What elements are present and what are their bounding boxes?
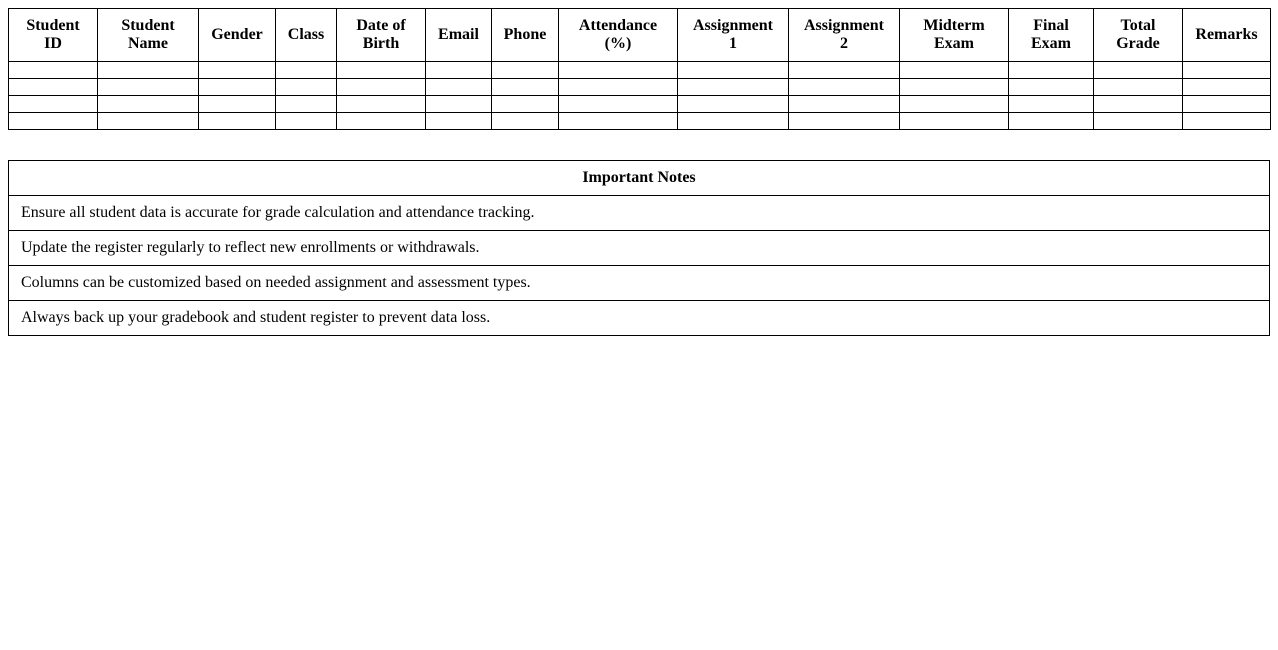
table-cell[interactable] [900,79,1009,96]
header-total-grade: Total Grade [1094,9,1183,62]
header-date-of-birth: Date of Birth [337,9,426,62]
table-cell[interactable] [337,62,426,79]
note-item: Always back up your gradebook and student register to prevent data loss. [9,301,1270,336]
table-cell[interactable] [199,79,276,96]
header-student-name: Student Name [98,9,199,62]
table-cell[interactable] [9,113,98,130]
note-item: Columns can be customized based on needed assignment and assessment types. [9,266,1270,301]
note-row [9,266,1270,301]
register-body [9,62,1271,130]
table-cell[interactable] [789,96,900,113]
table-cell[interactable] [789,79,900,96]
table-cell[interactable] [98,79,199,96]
table-cell[interactable] [789,62,900,79]
table-cell[interactable] [559,96,678,113]
note-item: Ensure all student data is accurate for grade calculation and attendance tracking. [9,196,1270,231]
table-cell[interactable] [492,96,559,113]
header-final-exam: Final Exam [1009,9,1094,62]
table-cell[interactable] [337,96,426,113]
header-assignment-2: Assignment 2 [789,9,900,62]
table-cell[interactable] [199,96,276,113]
table-cell[interactable] [9,96,98,113]
table-cell[interactable] [492,113,559,130]
notes-header-row [9,161,1270,196]
table-cell[interactable] [678,113,789,130]
note-row [9,231,1270,266]
note-row [9,301,1270,336]
header-gender: Gender [199,9,276,62]
header-assignment-1: Assignment 1 [678,9,789,62]
table-cell[interactable] [678,79,789,96]
header-phone: Phone [492,9,559,62]
table-cell[interactable] [492,62,559,79]
table-cell[interactable] [426,79,492,96]
table-cell[interactable] [426,113,492,130]
table-cell[interactable] [1094,96,1183,113]
header-remarks: Remarks [1183,9,1271,62]
table-cell[interactable] [1094,62,1183,79]
table-cell[interactable] [678,62,789,79]
table-row [9,113,1271,130]
table-cell[interactable] [426,62,492,79]
student-register-table [8,8,1271,130]
note-row [9,196,1270,231]
table-cell[interactable] [559,79,678,96]
table-cell[interactable] [1009,79,1094,96]
table-cell[interactable] [276,79,337,96]
table-cell[interactable] [1009,62,1094,79]
header-class: Class [276,9,337,62]
table-cell[interactable] [9,62,98,79]
header-student-id: Student ID [9,9,98,62]
table-cell[interactable] [1094,79,1183,96]
table-row [9,96,1271,113]
table-cell[interactable] [276,62,337,79]
table-cell[interactable] [98,62,199,79]
table-cell[interactable] [1009,96,1094,113]
important-notes-table [8,160,1270,336]
table-cell[interactable] [199,62,276,79]
table-cell[interactable] [1094,113,1183,130]
table-cell[interactable] [1009,113,1094,130]
table-cell[interactable] [276,113,337,130]
table-cell[interactable] [199,113,276,130]
header-midterm-exam: Midterm Exam [900,9,1009,62]
table-row [9,62,1271,79]
header-email: Email [426,9,492,62]
table-cell[interactable] [9,79,98,96]
table-cell[interactable] [98,96,199,113]
notes-title: Important Notes [9,161,1270,196]
table-cell[interactable] [1183,96,1271,113]
table-cell[interactable] [900,62,1009,79]
table-cell[interactable] [276,96,337,113]
table-cell[interactable] [492,79,559,96]
table-cell[interactable] [900,96,1009,113]
header-row [9,9,1271,62]
table-cell[interactable] [98,113,199,130]
header-attendance: Attendance (%) [559,9,678,62]
table-cell[interactable] [1183,62,1271,79]
table-cell[interactable] [1183,113,1271,130]
table-cell[interactable] [789,113,900,130]
table-cell[interactable] [900,113,1009,130]
table-cell[interactable] [337,79,426,96]
table-cell[interactable] [559,62,678,79]
table-cell[interactable] [426,96,492,113]
table-cell[interactable] [559,113,678,130]
table-row [9,79,1271,96]
table-cell[interactable] [678,96,789,113]
table-cell[interactable] [337,113,426,130]
note-item: Update the register regularly to reflect new enrollments or withdrawals. [9,231,1270,266]
table-cell[interactable] [1183,79,1271,96]
